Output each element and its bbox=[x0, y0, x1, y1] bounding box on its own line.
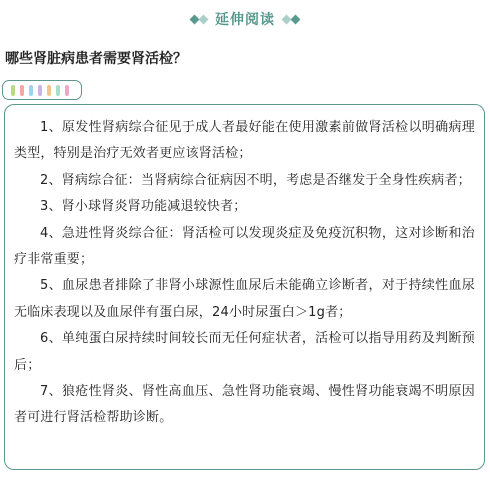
list-item: 5、血尿患者排除了非肾小球源性血尿后未能确立诊断者，对于持续性血尿无临床表现以及血尿伴有蛋白尿，24小时尿蛋白＞1g者； bbox=[14, 278, 475, 320]
question-heading: 哪些肾脏病患者需要肾活检？ bbox=[5, 51, 187, 67]
color-dot-icon bbox=[65, 85, 69, 96]
color-dot-icon bbox=[56, 85, 60, 96]
diamond-icon bbox=[291, 14, 301, 24]
section-title: 延伸阅读 bbox=[215, 12, 275, 28]
list-item: 3、肾小球肾炎肾功能减退较快者； bbox=[40, 199, 247, 215]
list-item: 2、肾病综合征：当肾病综合征病因不明，考虑是否继发于全身性疾病者； bbox=[40, 172, 471, 188]
list-item: 4、急进性肾炎综合征：肾活检可以发现炎症及免疫沉积物，这对诊断和治疗非常重要； bbox=[14, 225, 475, 268]
color-dot-icon bbox=[38, 85, 42, 96]
right-diamond-icon bbox=[283, 16, 299, 23]
list-item: 6、单纯蛋白尿持续时间较长而无任何症状者，活检可以指导用药及判断预后； bbox=[14, 331, 475, 373]
color-dot-icon bbox=[11, 85, 15, 96]
indication-list bbox=[14, 115, 475, 432]
decorative-dots-tab bbox=[2, 80, 82, 100]
left-diamond-icon bbox=[191, 16, 207, 23]
color-dot-icon bbox=[47, 85, 51, 96]
color-dot-icon bbox=[29, 85, 33, 96]
diamond-icon bbox=[199, 14, 209, 24]
list-item: 7、狼疮性肾炎、肾性高血压、急性肾功能衰竭、慢性肾功能衰竭不明原因者可进行肾活检帮助诊断。 bbox=[14, 384, 475, 426]
section-header bbox=[0, 6, 490, 32]
list-item: 1、原发性肾病综合征见于成人者最好能在使用激素前做肾活检以明确病理类型，特别是治疗无效者更应该肾活检； bbox=[14, 120, 475, 162]
color-dot-icon bbox=[20, 85, 24, 96]
